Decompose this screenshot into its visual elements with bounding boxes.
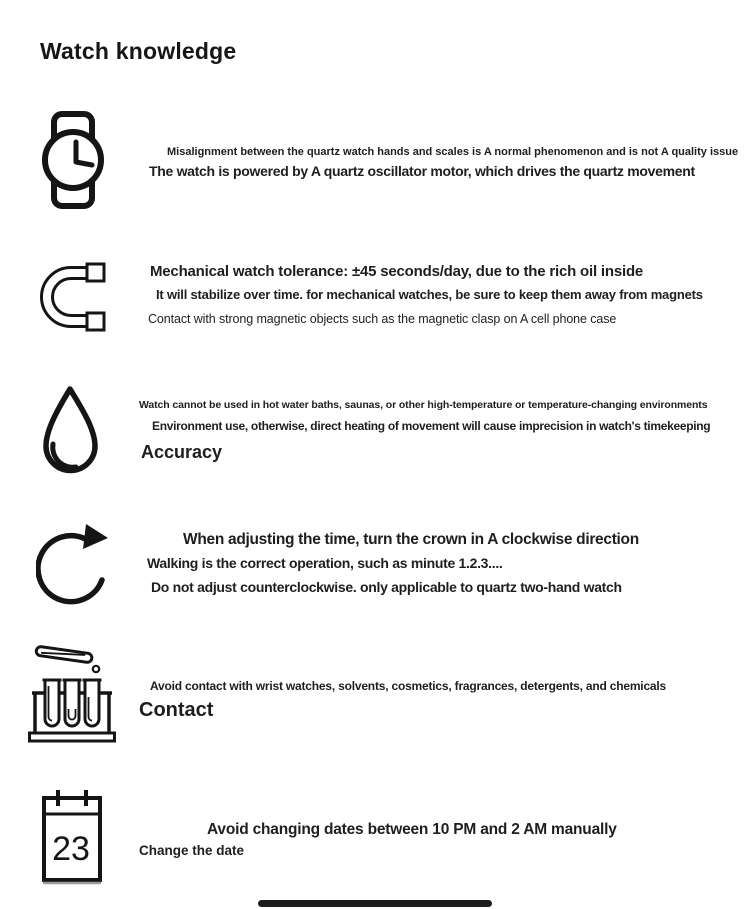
date-change-warning-text: Avoid changing dates between 10 PM and 2 AM manually xyxy=(207,821,617,838)
contact-heading: Contact xyxy=(139,699,214,721)
environment-use-text: Environment use, otherwise, direct heating of movement will cause imprecision in watch's timekeeping xyxy=(152,419,711,433)
quartz-movement-text: The watch is powered by A quartz oscillator motor, which drives the quartz movement xyxy=(149,163,695,179)
quartz-misalignment-note: Misalignment between the quartz watch hands and scales is A normal phenomenon and is not A quality issue xyxy=(167,146,739,158)
home-indicator-bar xyxy=(258,900,492,907)
accuracy-heading: Accuracy xyxy=(141,442,223,462)
water-drop-icon xyxy=(35,383,105,483)
calendar-date-text: 23 xyxy=(52,830,90,868)
clockwise-adjustment-text: When adjusting the time, turn the crown in A clockwise direction xyxy=(183,531,639,548)
calendar-icon xyxy=(40,786,104,886)
magnet-icon xyxy=(35,259,111,335)
high-temperature-note: Watch cannot be used in hot water baths, saunas, or other high-temperature or temperature-changing environments xyxy=(139,399,708,411)
page-title: Watch knowledge xyxy=(40,38,237,64)
clockwise-arrow-icon xyxy=(36,517,110,609)
magnetic-contact-note: Contact with strong magnetic objects such as the magnetic clasp on A cell phone case xyxy=(148,312,617,326)
magnet-warning-text: It will stabilize over time. for mechanical watches, be sure to keep them away from magnets xyxy=(156,287,703,302)
mechanical-tolerance-text: Mechanical watch tolerance: ±45 seconds/day, due to the rich oil inside xyxy=(150,263,644,280)
test-tubes-icon xyxy=(28,641,116,745)
wristwatch-icon xyxy=(40,111,106,209)
counterclockwise-warning-text: Do not adjust counterclockwise. only applicable to quartz two-hand watch xyxy=(151,579,622,595)
chemical-contact-text: Avoid contact with wrist watches, solvents, cosmetics, fragrances, detergents, and chemicals xyxy=(150,679,666,693)
walking-operation-text: Walking is the correct operation, such as minute 1.2.3.... xyxy=(147,555,503,571)
change-date-heading: Change the date xyxy=(139,843,245,858)
